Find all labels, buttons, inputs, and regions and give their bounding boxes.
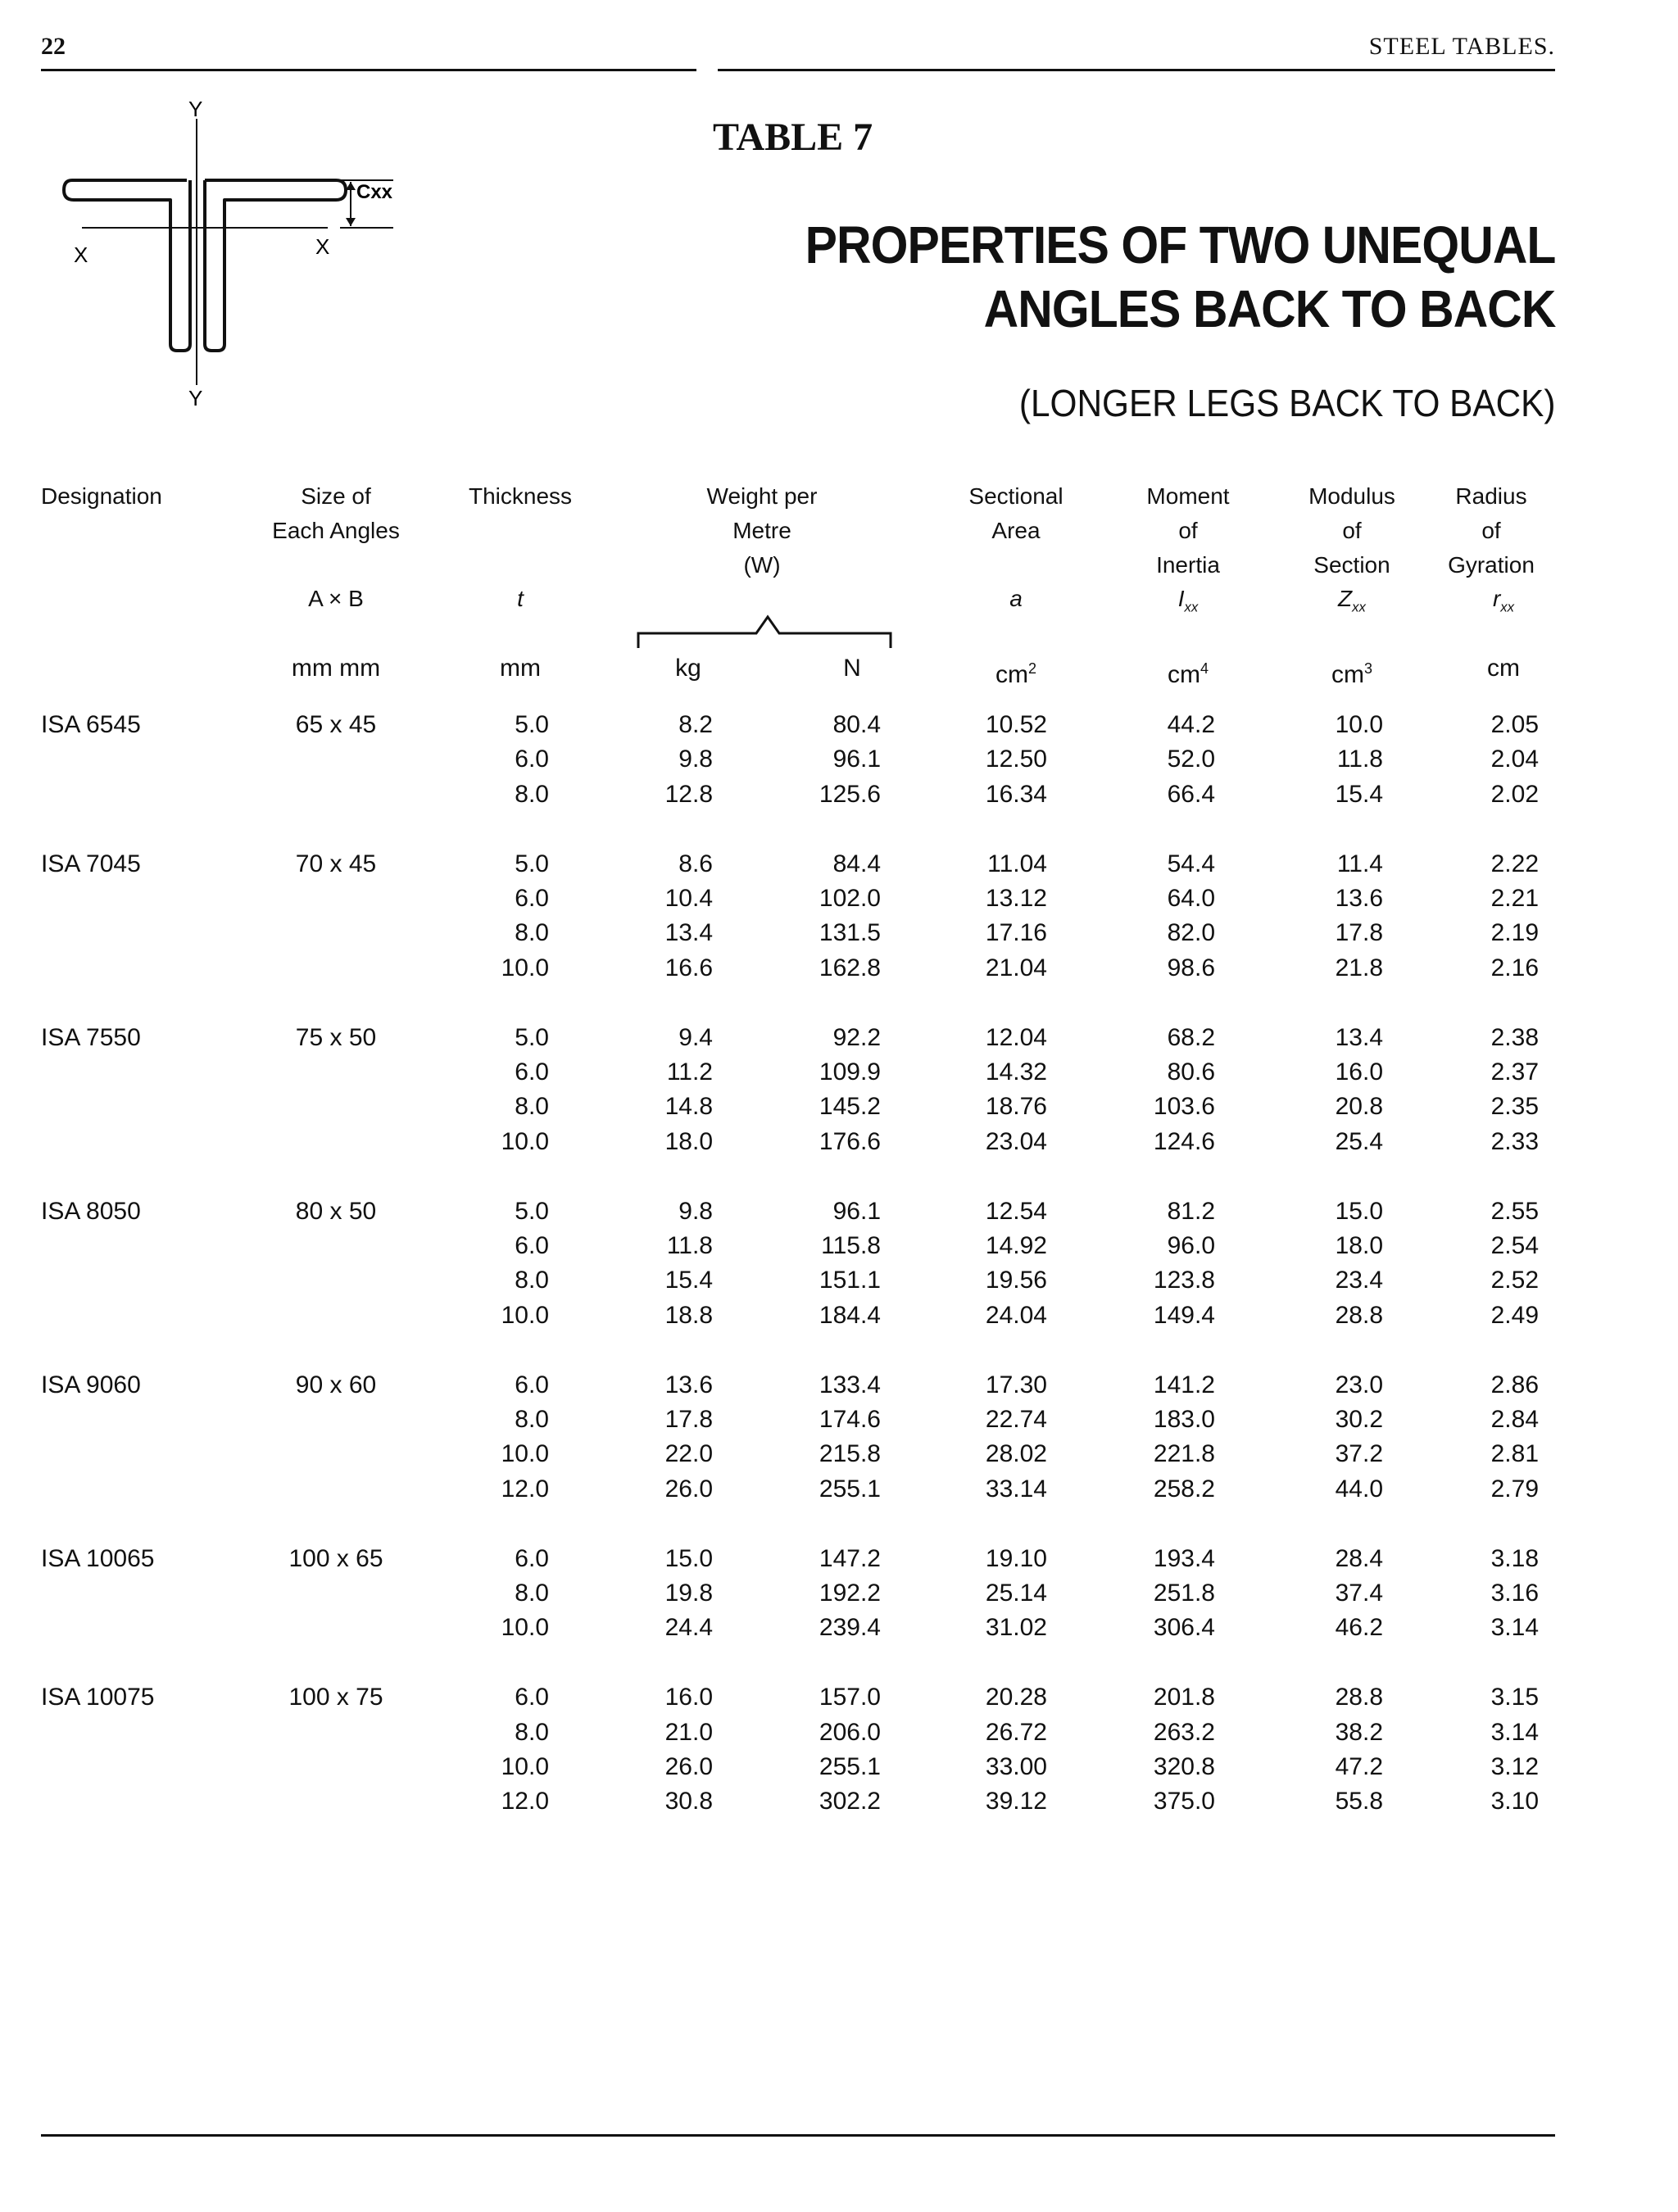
table-subtitle: (LONGER LEGS BACK TO BACK) xyxy=(1018,382,1555,424)
weight-kg-cell: 10.4 xyxy=(664,885,713,912)
moment-cell: 141.2 xyxy=(1153,1371,1215,1398)
header-moment-line2: of xyxy=(1178,518,1198,543)
header-size-unit: mm mm xyxy=(291,655,381,682)
modulus-cell: 17.8 xyxy=(1335,919,1383,947)
header-radius-line1: Radius xyxy=(1455,483,1527,509)
thickness-cell: 6.0 xyxy=(515,1371,549,1398)
radius-cell: 3.12 xyxy=(1490,1753,1539,1780)
area-cell: 24.04 xyxy=(985,1301,1047,1329)
header-area-unit: $cm^2$ xyxy=(995,660,1036,688)
radius-cell: 2.54 xyxy=(1490,1232,1539,1259)
weight-kg-cell: 16.6 xyxy=(664,954,713,981)
table-number: TABLE 7 xyxy=(713,116,873,159)
header-radius-unit: cm xyxy=(1487,655,1520,682)
moment-cell: 98.6 xyxy=(1167,954,1215,981)
modulus-cell: 15.0 xyxy=(1335,1197,1383,1225)
thickness-cell: 5.0 xyxy=(515,850,549,877)
header-area-line1: Sectional xyxy=(968,483,1063,509)
radius-cell: 2.19 xyxy=(1490,919,1539,947)
thickness-cell: 10.0 xyxy=(501,1301,549,1329)
weight-n-cell: 84.4 xyxy=(832,850,881,877)
modulus-cell: 11.4 xyxy=(1336,850,1383,877)
radius-cell: 2.49 xyxy=(1490,1301,1539,1329)
back-to-back-angles-diagram xyxy=(49,98,410,410)
modulus-cell: 47.2 xyxy=(1335,1753,1383,1780)
moment-cell: 82.0 xyxy=(1167,919,1215,947)
radius-cell: 2.04 xyxy=(1490,746,1539,773)
weight-kg-cell: 14.8 xyxy=(664,1093,713,1121)
weight-n-cell: 133.4 xyxy=(819,1371,881,1398)
area-cell: 22.74 xyxy=(985,1406,1047,1433)
moment-cell: 80.6 xyxy=(1167,1058,1215,1086)
area-cell: 26.72 xyxy=(985,1718,1047,1746)
thickness-cell: 12.0 xyxy=(501,1475,549,1503)
thickness-cell: 8.0 xyxy=(515,1093,549,1121)
weight-n-cell: 115.8 xyxy=(821,1232,881,1259)
weight-kg-cell: 9.4 xyxy=(678,1023,713,1051)
thickness-cell: 6.0 xyxy=(515,746,549,773)
moment-cell: 251.8 xyxy=(1153,1580,1215,1607)
header-weight-line1: Weight per xyxy=(706,483,818,509)
header-size-symbol: A × B xyxy=(308,586,364,611)
size-cell: 90 x 60 xyxy=(295,1371,377,1398)
moment-cell: 123.8 xyxy=(1153,1267,1215,1294)
area-cell: 14.32 xyxy=(985,1058,1047,1086)
thickness-cell: 6.0 xyxy=(515,1544,549,1572)
area-cell: 17.30 xyxy=(985,1371,1047,1398)
moment-cell: 320.8 xyxy=(1153,1753,1215,1780)
modulus-cell: 13.4 xyxy=(1335,1023,1383,1051)
area-cell: 13.12 xyxy=(985,885,1047,912)
designation-cell: ISA 7550 xyxy=(41,1023,141,1051)
table-title-line1: PROPERTIES OF TWO UNEQUAL xyxy=(805,215,1555,274)
modulus-cell: 18.0 xyxy=(1335,1232,1383,1259)
radius-cell: 2.16 xyxy=(1490,954,1539,981)
designation-cell: ISA 6545 xyxy=(41,711,141,738)
area-cell: 28.02 xyxy=(985,1440,1047,1468)
moment-cell: 193.4 xyxy=(1153,1544,1215,1572)
modulus-cell: 46.2 xyxy=(1335,1614,1383,1642)
moment-cell: 66.4 xyxy=(1167,780,1215,808)
header-thickness-unit: mm xyxy=(500,655,541,682)
thickness-cell: 8.0 xyxy=(515,1406,549,1433)
weight-n-cell: 151.1 xyxy=(819,1267,881,1294)
thickness-cell: 8.0 xyxy=(515,1267,549,1294)
radius-cell: 2.33 xyxy=(1490,1127,1539,1155)
designation-cell: ISA 8050 xyxy=(41,1197,141,1225)
header-thickness: Thickness xyxy=(468,483,573,509)
page-number: 22 xyxy=(41,33,66,60)
header-thickness-symbol: t xyxy=(517,586,524,611)
weight-kg-cell: 21.0 xyxy=(664,1718,713,1746)
header-weight xyxy=(680,479,844,582)
weight-kg-cell: 12.8 xyxy=(664,780,713,808)
cxx-label: Cxx xyxy=(356,181,393,203)
header-moment-line1: Moment xyxy=(1146,483,1230,509)
moment-cell: 81.2 xyxy=(1167,1197,1215,1225)
area-cell: 19.56 xyxy=(985,1267,1047,1294)
radius-cell: 2.84 xyxy=(1490,1406,1539,1433)
radius-cell: 2.79 xyxy=(1490,1475,1539,1503)
weight-n-cell: 131.5 xyxy=(819,919,881,947)
radius-cell: 2.81 xyxy=(1490,1440,1539,1468)
area-cell: 20.28 xyxy=(985,1684,1047,1711)
weight-brace xyxy=(635,610,897,651)
header-modulus-line2: of xyxy=(1342,518,1362,543)
size-cell: 70 x 45 xyxy=(295,850,377,877)
modulus-cell: 23.0 xyxy=(1335,1371,1383,1398)
moment-cell: 258.2 xyxy=(1153,1475,1215,1503)
area-cell: 33.14 xyxy=(985,1475,1047,1503)
header-radius xyxy=(1426,479,1557,582)
weight-n-cell: 109.9 xyxy=(819,1058,881,1086)
weight-kg-cell: 8.2 xyxy=(678,711,713,738)
thickness-cell: 10.0 xyxy=(501,1753,549,1780)
area-cell: 17.16 xyxy=(985,919,1047,947)
thickness-cell: 6.0 xyxy=(515,1058,549,1086)
radius-cell: 3.16 xyxy=(1490,1580,1539,1607)
thickness-cell: 10.0 xyxy=(501,954,549,981)
moment-cell: 68.2 xyxy=(1167,1023,1215,1051)
area-cell: 18.76 xyxy=(985,1093,1047,1121)
header-weight-n: N xyxy=(843,655,861,682)
radius-cell: 2.22 xyxy=(1490,850,1539,877)
weight-n-cell: 157.0 xyxy=(819,1684,881,1711)
weight-n-cell: 255.1 xyxy=(819,1753,881,1780)
modulus-cell: 10.0 xyxy=(1335,711,1383,738)
thickness-cell: 12.0 xyxy=(501,1788,549,1815)
area-cell: 12.50 xyxy=(985,746,1047,773)
moment-cell: 124.6 xyxy=(1153,1127,1215,1155)
modulus-cell: 23.4 xyxy=(1335,1267,1383,1294)
moment-cell: 96.0 xyxy=(1167,1232,1215,1259)
radius-cell: 3.10 xyxy=(1490,1788,1539,1815)
area-cell: 25.14 xyxy=(985,1580,1047,1607)
weight-n-cell: 96.1 xyxy=(832,746,881,773)
modulus-cell: 16.0 xyxy=(1335,1058,1383,1086)
weight-n-cell: 302.2 xyxy=(819,1788,881,1815)
header-rule-right xyxy=(718,69,1555,71)
area-cell: 21.04 xyxy=(985,954,1047,981)
moment-cell: 375.0 xyxy=(1153,1788,1215,1815)
radius-cell: 2.55 xyxy=(1490,1197,1539,1225)
radius-cell: 2.86 xyxy=(1490,1371,1539,1398)
footer-rule xyxy=(41,2134,1555,2137)
header-rule-left xyxy=(41,69,696,71)
modulus-cell: 30.2 xyxy=(1335,1406,1383,1433)
weight-kg-cell: 24.4 xyxy=(664,1614,713,1642)
running-head: STEEL TABLES. xyxy=(1368,33,1555,60)
weight-n-cell: 145.2 xyxy=(819,1093,881,1121)
area-cell: 10.52 xyxy=(985,711,1047,738)
radius-cell: 3.18 xyxy=(1490,1544,1539,1572)
radius-cell: 2.05 xyxy=(1490,711,1539,738)
weight-n-cell: 184.4 xyxy=(819,1301,881,1329)
header-moment-symbol: $I_{xx}$ xyxy=(1177,586,1199,615)
moment-cell: 52.0 xyxy=(1167,746,1215,773)
moment-cell: 201.8 xyxy=(1153,1684,1215,1711)
area-cell: 19.10 xyxy=(985,1544,1047,1572)
header-modulus-symbol: $Z_{xx}$ xyxy=(1338,586,1366,615)
thickness-cell: 10.0 xyxy=(501,1614,549,1642)
radius-cell: 3.14 xyxy=(1490,1614,1539,1642)
weight-n-cell: 162.8 xyxy=(819,954,881,981)
weight-kg-cell: 15.4 xyxy=(664,1267,713,1294)
weight-kg-cell: 16.0 xyxy=(664,1684,713,1711)
modulus-cell: 11.8 xyxy=(1336,746,1383,773)
header-modulus-line1: Modulus xyxy=(1308,483,1395,509)
header-size-line2: Each Angles xyxy=(272,518,400,543)
modulus-cell: 37.4 xyxy=(1335,1580,1383,1607)
thickness-cell: 8.0 xyxy=(515,1718,549,1746)
area-cell: 39.12 xyxy=(985,1788,1047,1815)
modulus-cell: 28.8 xyxy=(1335,1684,1383,1711)
size-cell: 75 x 50 xyxy=(295,1023,377,1051)
header-area-symbol: a xyxy=(1009,586,1023,611)
weight-n-cell: 176.6 xyxy=(819,1127,881,1155)
modulus-cell: 15.4 xyxy=(1335,780,1383,808)
weight-n-cell: 92.2 xyxy=(832,1023,881,1051)
weight-kg-cell: 11.8 xyxy=(666,1232,713,1259)
modulus-cell: 38.2 xyxy=(1335,1718,1383,1746)
axis-x-right: X xyxy=(315,234,330,259)
weight-n-cell: 125.6 xyxy=(819,780,881,808)
weight-kg-cell: 22.0 xyxy=(664,1440,713,1468)
area-cell: 11.04 xyxy=(987,850,1047,877)
radius-cell: 2.02 xyxy=(1490,780,1539,808)
weight-kg-cell: 8.6 xyxy=(678,850,713,877)
radius-cell: 3.14 xyxy=(1490,1718,1539,1746)
moment-cell: 149.4 xyxy=(1153,1301,1215,1329)
weight-kg-cell: 11.2 xyxy=(666,1058,713,1086)
thickness-cell: 8.0 xyxy=(515,1580,549,1607)
thickness-cell: 5.0 xyxy=(515,1197,549,1225)
radius-cell: 2.37 xyxy=(1490,1058,1539,1086)
radius-cell: 2.35 xyxy=(1490,1093,1539,1121)
weight-kg-cell: 13.6 xyxy=(664,1371,713,1398)
weight-n-cell: 80.4 xyxy=(832,711,881,738)
weight-kg-cell: 17.8 xyxy=(664,1406,713,1433)
header-modulus-unit: $cm^3$ xyxy=(1331,660,1372,688)
designation-cell: ISA 7045 xyxy=(41,850,141,877)
weight-n-cell: 96.1 xyxy=(832,1197,881,1225)
radius-cell: 3.15 xyxy=(1490,1684,1539,1711)
radius-cell: 2.38 xyxy=(1490,1023,1539,1051)
designation-cell: ISA 9060 xyxy=(41,1371,141,1398)
table-title-line2: ANGLES BACK TO BACK xyxy=(983,279,1555,338)
weight-kg-cell: 19.8 xyxy=(664,1580,713,1607)
axis-x-left: X xyxy=(74,243,88,267)
moment-cell: 306.4 xyxy=(1153,1614,1215,1642)
modulus-cell: 37.2 xyxy=(1335,1440,1383,1468)
designation-cell: ISA 10065 xyxy=(41,1544,155,1572)
modulus-cell: 21.8 xyxy=(1335,954,1383,981)
area-cell: 12.04 xyxy=(985,1023,1047,1051)
thickness-cell: 5.0 xyxy=(515,1023,549,1051)
moment-cell: 64.0 xyxy=(1167,885,1215,912)
thickness-cell: 5.0 xyxy=(515,711,549,738)
radius-cell: 2.52 xyxy=(1490,1267,1539,1294)
thickness-cell: 10.0 xyxy=(501,1440,549,1468)
size-cell: 100 x 65 xyxy=(288,1544,383,1572)
weight-n-cell: 239.4 xyxy=(819,1614,881,1642)
modulus-cell: 25.4 xyxy=(1335,1127,1383,1155)
size-cell: 100 x 75 xyxy=(288,1684,383,1711)
weight-n-cell: 206.0 xyxy=(819,1718,881,1746)
moment-cell: 103.6 xyxy=(1153,1093,1215,1121)
header-modulus xyxy=(1278,479,1426,582)
header-area-line2: Area xyxy=(991,518,1041,543)
modulus-cell: 28.4 xyxy=(1335,1544,1383,1572)
weight-kg-cell: 26.0 xyxy=(664,1475,713,1503)
weight-n-cell: 255.1 xyxy=(819,1475,881,1503)
area-cell: 16.34 xyxy=(985,780,1047,808)
header-modulus-line3: Section xyxy=(1313,552,1390,578)
header-moment xyxy=(1114,479,1262,582)
thickness-cell: 8.0 xyxy=(515,919,549,947)
moment-cell: 44.2 xyxy=(1167,711,1215,738)
weight-kg-cell: 18.0 xyxy=(664,1127,713,1155)
moment-cell: 54.4 xyxy=(1167,850,1215,877)
modulus-cell: 55.8 xyxy=(1335,1788,1383,1815)
weight-kg-cell: 9.8 xyxy=(678,746,713,773)
header-radius-symbol: $r_{xx}$ xyxy=(1492,586,1515,615)
weight-n-cell: 192.2 xyxy=(819,1580,881,1607)
thickness-cell: 8.0 xyxy=(515,780,549,808)
thickness-cell: 6.0 xyxy=(515,1684,549,1711)
size-cell: 80 x 50 xyxy=(295,1197,377,1225)
modulus-cell: 13.6 xyxy=(1335,885,1383,912)
header-weight-kg: kg xyxy=(675,655,701,682)
modulus-cell: 20.8 xyxy=(1335,1093,1383,1121)
thickness-cell: 6.0 xyxy=(515,885,549,912)
header-radius-line2: of xyxy=(1481,518,1501,543)
radius-cell: 2.21 xyxy=(1490,885,1539,912)
axis-y-top: Y xyxy=(188,98,203,121)
weight-kg-cell: 15.0 xyxy=(664,1544,713,1572)
header-designation: Designation xyxy=(41,483,162,509)
weight-n-cell: 147.2 xyxy=(819,1544,881,1572)
header-area xyxy=(942,479,1090,548)
header-size xyxy=(254,479,418,548)
weight-n-cell: 215.8 xyxy=(819,1440,881,1468)
thickness-cell: 6.0 xyxy=(515,1232,549,1259)
header-weight-line2: Metre xyxy=(732,518,791,543)
header-moment-line3: Inertia xyxy=(1156,552,1220,578)
weight-kg-cell: 9.8 xyxy=(678,1197,713,1225)
area-cell: 23.04 xyxy=(985,1127,1047,1155)
axis-y-bottom: Y xyxy=(188,386,203,410)
area-cell: 33.00 xyxy=(985,1753,1047,1780)
header-weight-line3: (W) xyxy=(743,552,781,578)
thickness-cell: 10.0 xyxy=(501,1127,549,1155)
modulus-cell: 44.0 xyxy=(1335,1475,1383,1503)
header-moment-unit: $cm^4$ xyxy=(1167,660,1209,688)
area-cell: 12.54 xyxy=(985,1197,1047,1225)
weight-n-cell: 102.0 xyxy=(819,885,881,912)
area-cell: 31.02 xyxy=(985,1614,1047,1642)
size-cell: 65 x 45 xyxy=(295,711,377,738)
moment-cell: 221.8 xyxy=(1153,1440,1215,1468)
weight-kg-cell: 26.0 xyxy=(664,1753,713,1780)
moment-cell: 183.0 xyxy=(1153,1406,1215,1433)
header-size-line1: Size of xyxy=(301,483,371,509)
moment-cell: 263.2 xyxy=(1153,1718,1215,1746)
weight-kg-cell: 18.8 xyxy=(664,1301,713,1329)
modulus-cell: 28.8 xyxy=(1335,1301,1383,1329)
area-cell: 14.92 xyxy=(985,1232,1047,1259)
designation-cell: ISA 10075 xyxy=(41,1684,155,1711)
header-radius-line3: Gyration xyxy=(1448,552,1535,578)
weight-kg-cell: 30.8 xyxy=(664,1788,713,1815)
weight-kg-cell: 13.4 xyxy=(664,919,713,947)
weight-n-cell: 174.6 xyxy=(819,1406,881,1433)
